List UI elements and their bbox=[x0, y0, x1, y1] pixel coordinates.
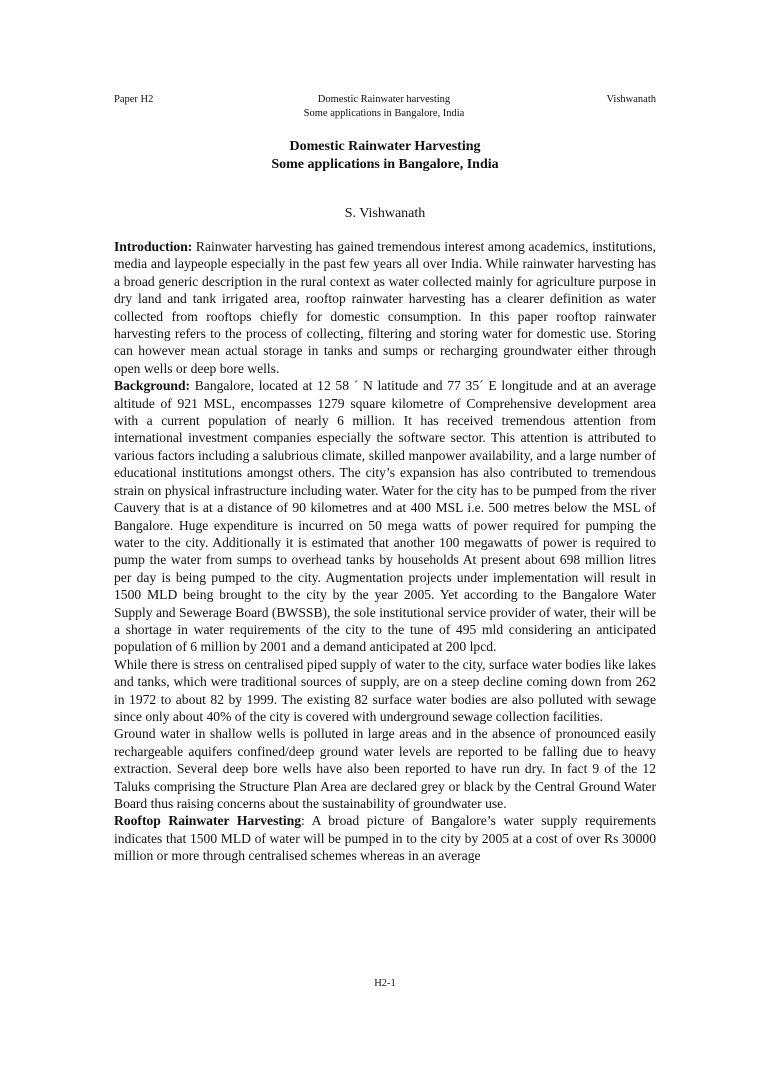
page-number: H2-1 bbox=[374, 978, 396, 989]
paragraph-background bbox=[114, 377, 656, 656]
paper-title bbox=[114, 138, 656, 174]
paper-title-line2: Some applications in Bangalore, India bbox=[271, 157, 499, 172]
paper-author: S. Vishwanath bbox=[344, 206, 426, 221]
paper-title-line1: Domestic Rainwater Harvesting bbox=[289, 139, 481, 154]
paragraph-rooftop bbox=[114, 812, 656, 864]
header-title-line2: Some applications in Bangalore, India bbox=[303, 108, 465, 119]
introduction-text: Rainwater harvesting has gained tremendous interest among academics, institutions, media and laypeople especially in the past few years all over India. While rainwater harvesting has a broad generic description in the rural context as water collected mainly for agriculture purpose in dry land and tank irrigated area, rooftop rainwater harvesting has a clearer definition as water collected from rooftops chiefly for domestic consumption. In this paper rooftop rainwater harvesting refers to the process of collecting, filtering and storing water for domestic use. Storing can however mean actual storage in tanks and sumps or recharging groundwater either through open wells or deep bore wells. bbox=[114, 239, 656, 376]
header-paper-id: Paper H2 bbox=[114, 94, 154, 105]
background-label: Background: bbox=[114, 378, 191, 394]
rooftop-label: Rooftop Rainwater Harvesting bbox=[114, 813, 302, 829]
paragraph-ground-water: Ground water in shallow wells is polluted in large areas and in the absence of pronounced easily rechargeable aquifers confined/deep ground water levels are reported to be falling due to heavy extraction. Several deep bore wells have also been reported to have run dry. In fact 9 of the 12 Taluks comprising the Structure Plan Area are declared grey or black by the Central Ground Water Board thus raising concerns about the sustainability of groundwater use. bbox=[114, 726, 656, 811]
header-running-title bbox=[234, 93, 534, 121]
background-text: Bangalore, located at 12 58 ´ N latitude and 77 35´ E longitude and at an average altitude of 921 MSL, encompasses 1279 square kilometre of Comprehensive development area with a current population of nearly 6 million. It has received tremendous attention from international investment companies especially the software sector. This attention is attributed to various factors including a salubrious climate, skilled manpower availability, and a large number of educational institutions amongst others. The city’s expansion has also contributed to tremendous strain on physical infrastructure including water. Water for the city has to be pumped from the river Cauvery that is at a distance of 90 kilometres and at 400 MSL i.e. 500 metres below the MSL of Bangalore. Huge expenditure is incurred on 50 mega watts of power required for pumping the water to the city. Additionally it is estimated that another 100 megawatts of power is required to pump the water from sumps to overhead tanks by households At present about 698 million litres per day is being pumped to the city. Augmentation projects under implementation will result in 1500 MLD being brought to the city by the year 2005. Yet according to the Bangalore Water Supply and Sewerage Board (BWSSB), the sole institutional service provider of water, their will be a shortage in water requirements of the city to the tune of 495 mld considering an anticipated population of 6 million by 2001 and a demand anticipated at 200 lpcd. bbox=[114, 378, 656, 655]
paper-body bbox=[114, 238, 656, 865]
paragraph-introduction bbox=[114, 238, 656, 377]
paragraph-surface-water: While there is stress on centralised piped supply of water to the city, surface water bodies like lakes and tanks, which were traditional sources of supply, are on a steep decline coming down from 262 in 1972 to about 82 by 1999. The existing 82 surface water bodies are also polluted with sewage since only about 40% of the city is covered with underground sewage collection facilities. bbox=[114, 656, 656, 724]
rooftop-text: : A broad picture of Bangalore’s water supply requirements indicates that 1500 MLD of water will be pumped in to the city by 2005 at a cost of over Rs 30000 million or more through centralised schemes whereas in an average bbox=[114, 813, 656, 864]
introduction-label: Introduction: bbox=[114, 239, 193, 254]
header-title-line1: Domestic Rainwater harvesting bbox=[317, 94, 451, 105]
header-author: Vishwanath bbox=[606, 94, 656, 105]
